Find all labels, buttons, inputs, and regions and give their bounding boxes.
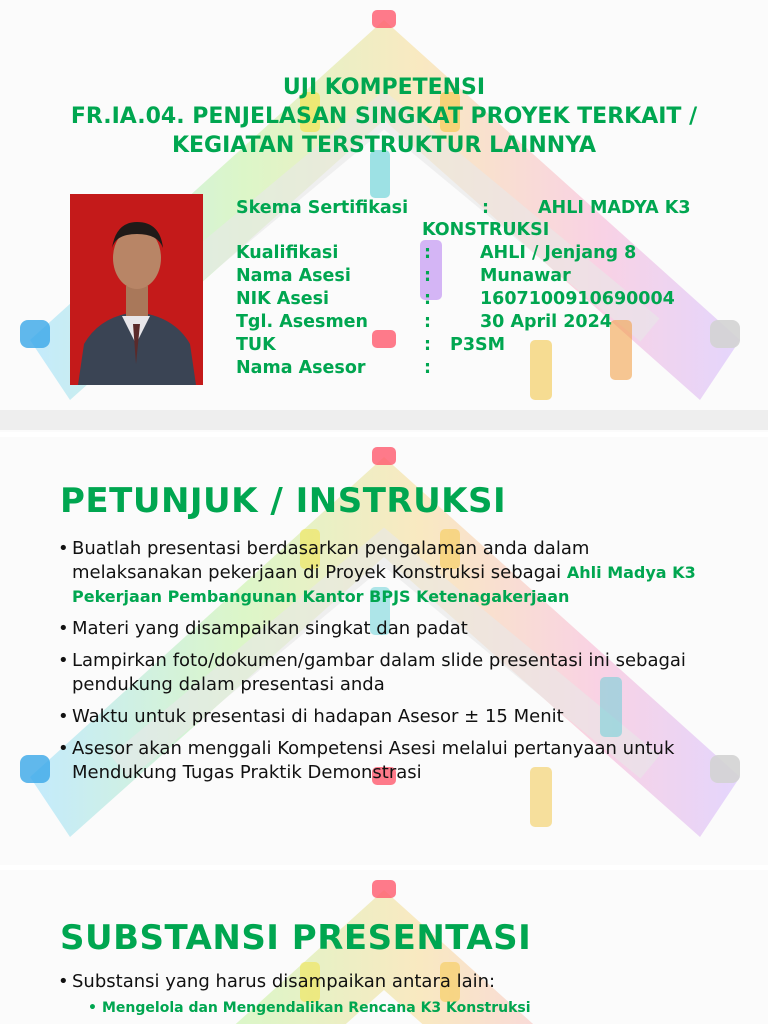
section-heading: PETUNJUK / INSTRUKSI xyxy=(60,481,507,521)
sub-bullet-text: Mengelola dan Mengendalikan Rencana K3 Konstruksi xyxy=(102,1000,531,1016)
bullet-text: Materi yang disampaikan singkat dan padat xyxy=(72,618,468,639)
field-value: 30 April 2024 xyxy=(480,312,612,332)
asesi-photo xyxy=(70,194,203,385)
slide-2 xyxy=(0,437,768,865)
field-label: Nama Asesi xyxy=(236,266,351,286)
field-value: 1607100910690004 xyxy=(480,289,675,309)
list-item xyxy=(58,970,718,994)
field-label: Tgl. Asesmen xyxy=(236,312,369,332)
field-value: AHLI / Jenjang 8 xyxy=(480,243,637,263)
title-line-2: FR.IA.04. PENJELASAN SINGKAT PROYEK TERKAIT / xyxy=(70,104,698,129)
bullet-text: Waktu untuk presentasi di hadapan Asesor ± 15 Menit xyxy=(72,706,564,727)
field-label: Skema Sertifikasi xyxy=(236,198,409,218)
instruction-list xyxy=(58,537,718,793)
slide-3 xyxy=(0,870,768,1024)
field-label: TUK xyxy=(236,335,276,355)
field-colon: : xyxy=(424,243,431,263)
list-item xyxy=(88,1000,708,1016)
field-colon: : xyxy=(424,266,431,286)
bullet-highlight: Ahli Madya K3 Pekerjaan Pembangunan Kantor BPJS Ketenagakerjaan xyxy=(72,563,696,606)
bullet-text: Lampirkan foto/dokumen/gambar dalam slide presentasi ini sebagai pendukung dalam presentasi anda xyxy=(72,650,686,695)
field-colon: : xyxy=(482,198,489,218)
list-item xyxy=(58,617,718,641)
slide-title xyxy=(0,73,768,160)
person-photo-icon xyxy=(70,194,203,385)
field-value: Munawar xyxy=(480,266,571,286)
field-label: NIK Asesi xyxy=(236,289,330,309)
field-colon: : xyxy=(424,335,431,355)
field-colon: : xyxy=(424,358,431,378)
list-item xyxy=(58,737,718,785)
field-value-cont: KONSTRUKSI xyxy=(422,220,550,240)
slide-1 xyxy=(0,0,768,432)
bullet-text: Asesor akan menggali Kompetensi Asesi melalui pertanyaan untuk Mendukung Tugas Praktik Demonstrasi xyxy=(72,738,675,783)
list-item xyxy=(58,705,718,729)
field-colon: : xyxy=(424,289,431,309)
section-heading: SUBSTANSI PRESENTASI xyxy=(60,918,532,958)
substansi-sub-list xyxy=(88,1000,708,1016)
title-line-1: UJI KOMPETENSI xyxy=(282,75,486,100)
bullet-text: Buatlah presentasi berdasarkan pengalaman anda dalam melaksanakan pekerjaan di Proyek Konstruksi sebagai xyxy=(72,538,590,583)
field-label: Nama Asesor xyxy=(236,358,366,378)
substansi-list xyxy=(58,970,718,1002)
list-item xyxy=(58,537,718,609)
field-colon: : xyxy=(424,312,431,332)
field-value: AHLI MADYA K3 xyxy=(538,198,691,218)
list-item xyxy=(58,649,718,697)
field-label: Kualifikasi xyxy=(236,243,339,263)
title-line-3: KEGIATAN TERSTRUKTUR LAINNYA xyxy=(171,133,597,158)
bullet-text: Substansi yang harus disampaikan antara lain: xyxy=(72,971,496,992)
field-value: P3SM xyxy=(450,335,506,355)
